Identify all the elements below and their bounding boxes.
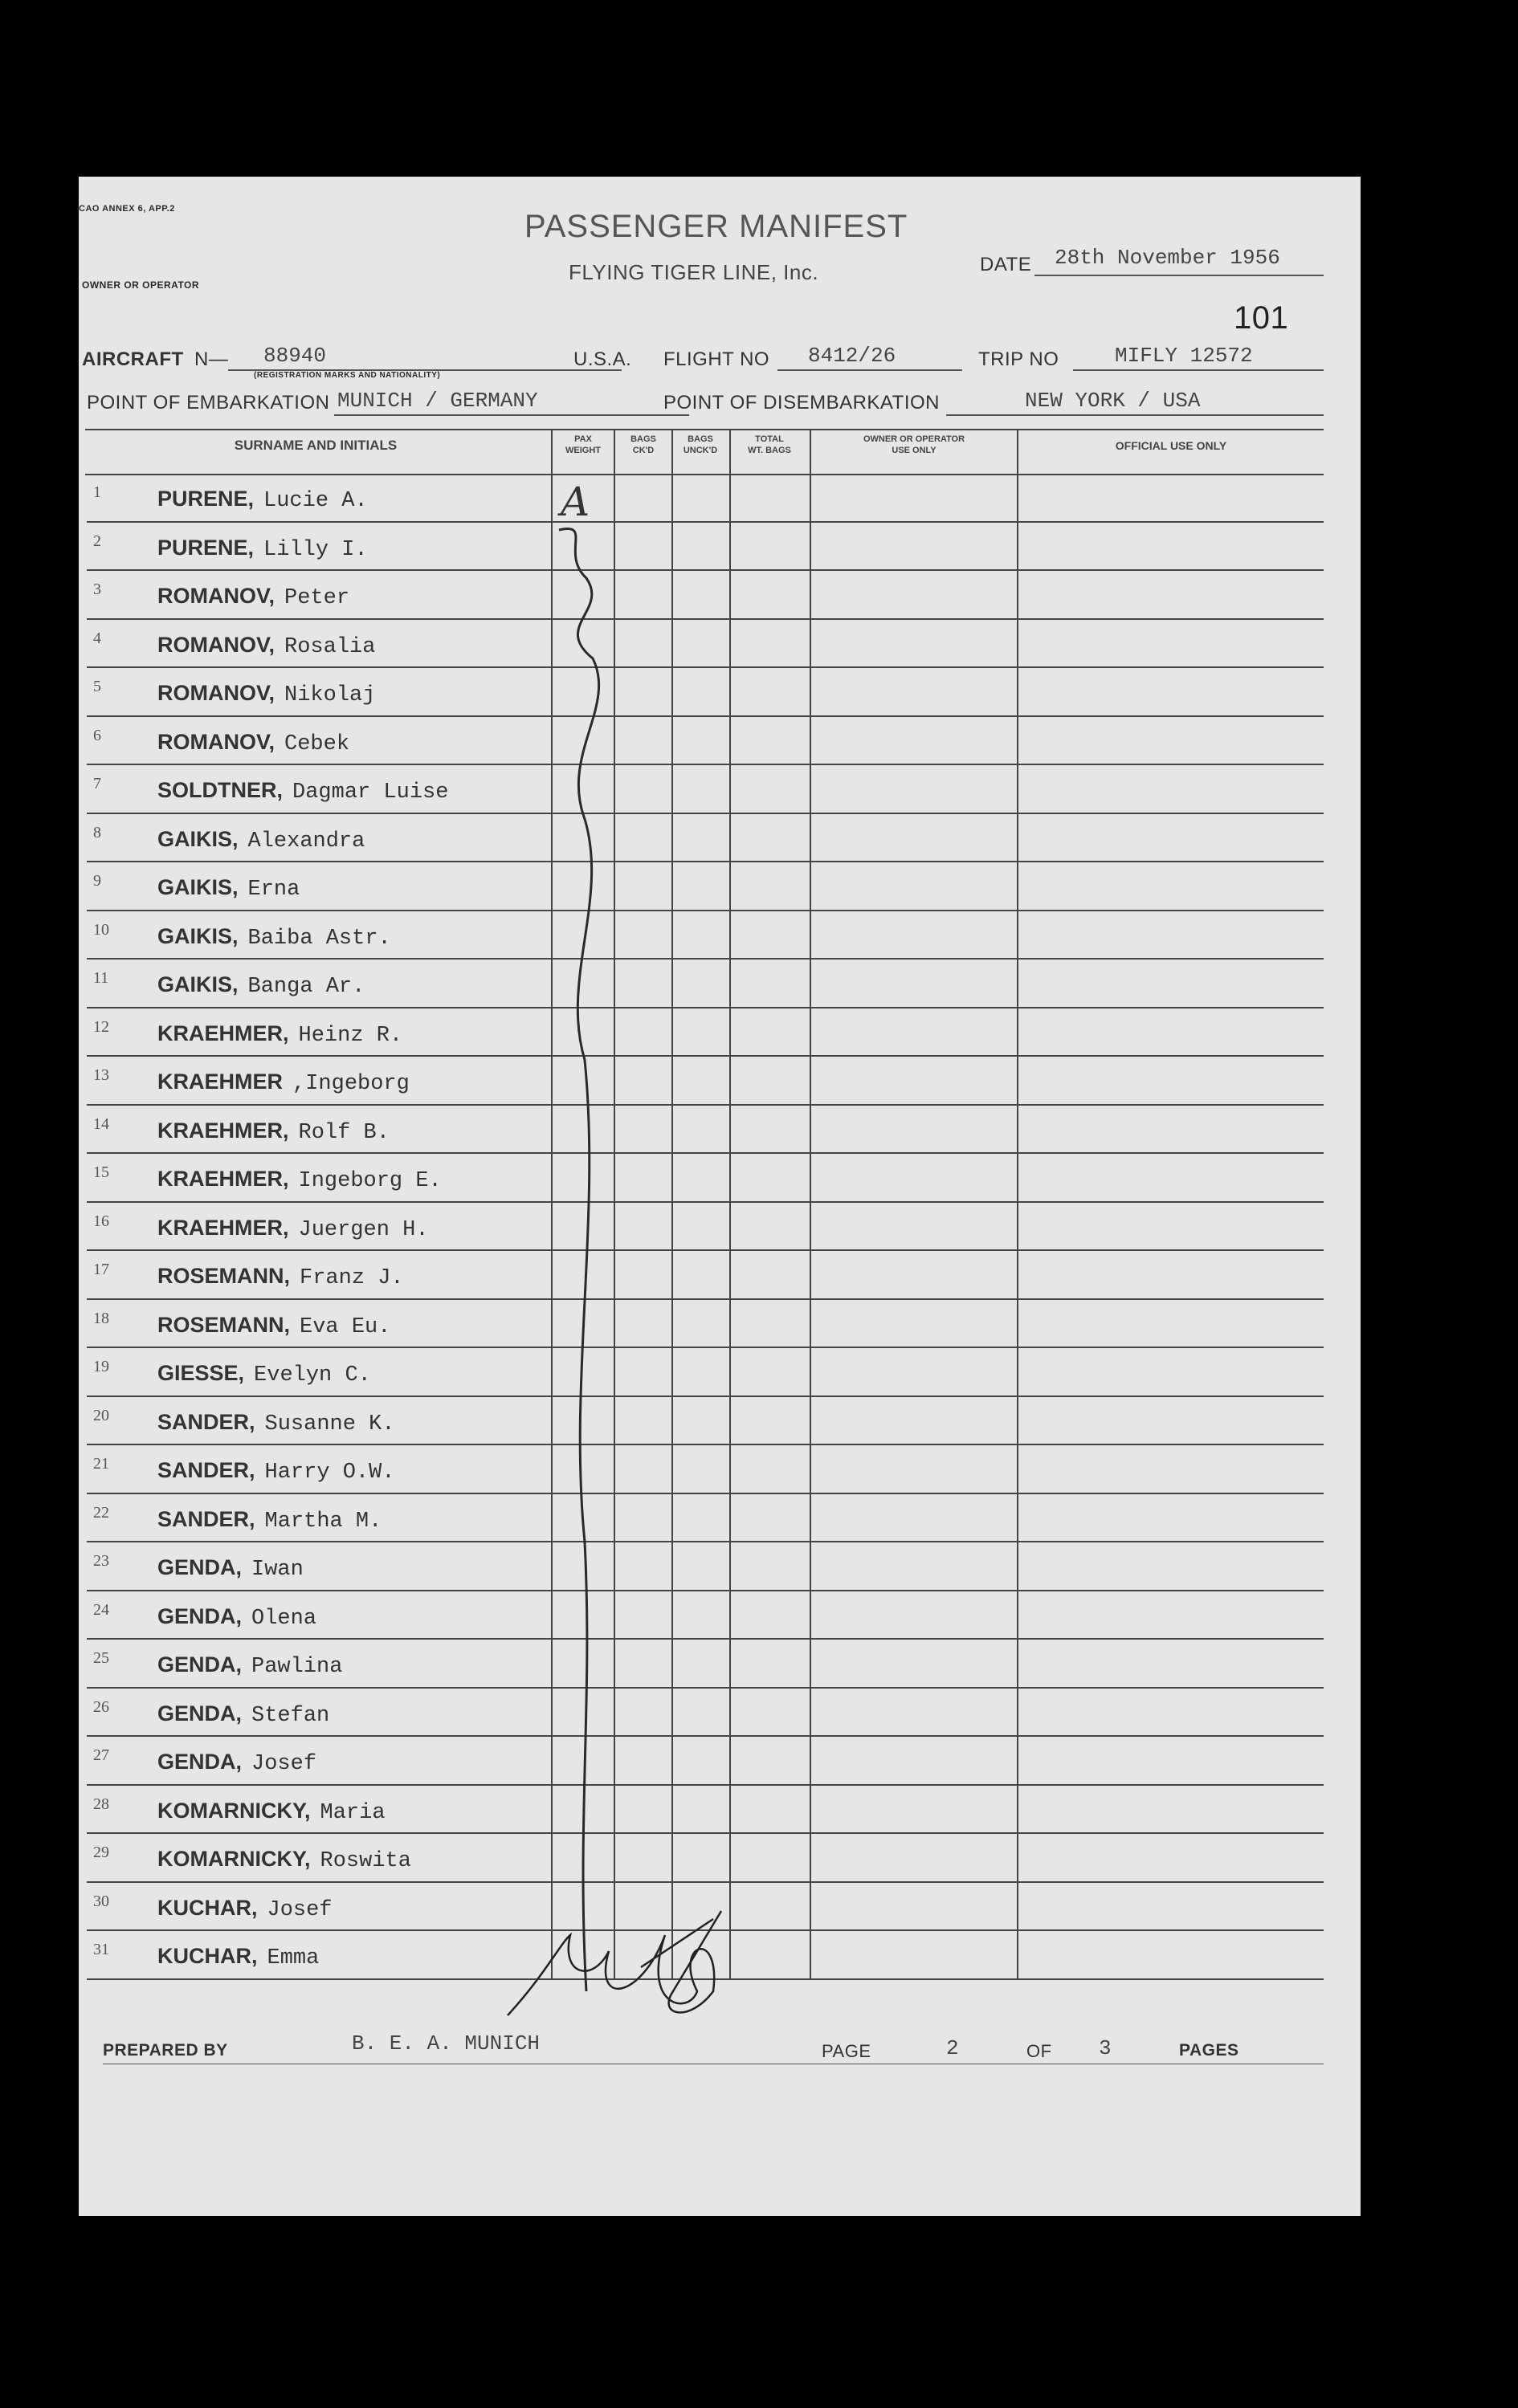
- col-bags-unckd: BAGS UNCK'D: [683, 434, 718, 455]
- row-number: 29: [93, 1844, 109, 1861]
- passenger-surname: GIESSE,: [157, 1361, 245, 1385]
- row-number: 20: [93, 1406, 109, 1424]
- row-number: 13: [93, 1066, 109, 1084]
- passenger-given-name: Ingeborg E.: [298, 1169, 442, 1193]
- row-number: 2: [93, 532, 101, 550]
- passenger-given-name: Josef: [251, 1752, 317, 1776]
- passenger-given-name: Roswita: [320, 1849, 411, 1873]
- passenger-given-name: Rolf B.: [298, 1120, 390, 1145]
- row-number: 24: [93, 1600, 109, 1619]
- row-number: 14: [93, 1114, 109, 1133]
- passenger-given-name: Nikolaj: [284, 683, 376, 707]
- disembarkation-label: POINT OF DISEMBARKATION: [663, 392, 940, 414]
- passenger-surname: SANDER,: [157, 1409, 255, 1434]
- passenger-surname: GAIKIS,: [157, 972, 239, 996]
- passenger-surname: ROSEMANN,: [157, 1264, 291, 1288]
- passenger-surname: ROMANOV,: [157, 681, 275, 705]
- document-number: 101: [1234, 300, 1289, 336]
- row-number: 23: [93, 1552, 109, 1570]
- row-number: 21: [93, 1455, 109, 1473]
- passenger-given-name: Peter: [284, 586, 350, 610]
- passenger-given-name: Dagmar Luise: [292, 780, 449, 805]
- passenger-given-name: Alexandra: [247, 829, 365, 854]
- passenger-given-name: Erna: [247, 878, 300, 902]
- passenger-surname: GENDA,: [157, 1652, 243, 1677]
- total-pages: 3: [1099, 2036, 1112, 2060]
- row-number: 3: [93, 581, 101, 598]
- row-number: 31: [93, 1941, 109, 1958]
- passenger-given-name: Harry O.W.: [264, 1461, 395, 1485]
- manifest-document: [79, 177, 1361, 2216]
- annex-label: CAO ANNEX 6, APP.2: [79, 204, 175, 214]
- passenger-given-name: Eva Eu.: [300, 1314, 391, 1339]
- passenger-surname: GAIKIS,: [157, 923, 239, 948]
- passenger-surname: KRAEHMER: [157, 1070, 284, 1094]
- passenger-given-name: Susanne K.: [264, 1412, 395, 1436]
- passenger-given-name: Iwan: [251, 1558, 304, 1582]
- passenger-given-name: Baiba Astr.: [247, 926, 391, 951]
- pax-handwritten-mark: A: [561, 479, 590, 525]
- pages-label: PAGES: [1179, 2041, 1239, 2060]
- row-number: 9: [93, 872, 101, 890]
- passenger-surname: KRAEHMER,: [157, 1021, 289, 1045]
- passenger-surname: SANDER,: [157, 1458, 255, 1482]
- passenger-given-name: Banga Ar.: [247, 975, 365, 999]
- row-number: 7: [93, 775, 101, 792]
- passenger-surname: ROMANOV,: [157, 729, 275, 754]
- page-label: PAGE: [822, 2041, 871, 2061]
- handwritten-annotations: [79, 177, 1361, 2216]
- aircraft-label: AIRCRAFT: [82, 348, 184, 370]
- passenger-surname: PURENE,: [157, 535, 255, 560]
- passenger-given-name: ,Ingeborg: [292, 1072, 410, 1096]
- ditto-line: [559, 528, 599, 1991]
- passenger-given-name: Stefan: [251, 1703, 330, 1728]
- passenger-given-name: Lucie A.: [263, 489, 368, 513]
- passenger-surname: SOLDTNER,: [157, 778, 284, 802]
- date-label: DATE: [980, 254, 1032, 275]
- passenger-surname: KRAEHMER,: [157, 1167, 289, 1191]
- passenger-surname: KOMARNICKY,: [157, 1798, 311, 1823]
- prepared-by-value: B. E. A. MUNICH: [352, 2031, 541, 2056]
- col-owner-use: OWNER OR OPERATOR USE ONLY: [863, 434, 965, 455]
- row-number: 30: [93, 1892, 109, 1910]
- passenger-surname: KRAEHMER,: [157, 1215, 289, 1240]
- row-number: 6: [93, 726, 101, 744]
- row-number: 25: [93, 1649, 109, 1667]
- row-number: 17: [93, 1261, 109, 1278]
- passenger-surname: ROSEMANN,: [157, 1312, 291, 1337]
- row-number: 15: [93, 1163, 109, 1181]
- row-number: 8: [93, 823, 101, 841]
- row-number: 4: [93, 629, 101, 647]
- passenger-given-name: Rosalia: [284, 634, 376, 659]
- col-total-weight: TOTAL WT. BAGS: [748, 434, 791, 455]
- row-number: 26: [93, 1697, 109, 1716]
- col-pax-weight: PAX WEIGHT: [565, 434, 601, 455]
- flight-number: 8412/26: [808, 344, 896, 368]
- passenger-surname: KUCHAR,: [157, 1944, 258, 1968]
- carrier-name: FLYING TIGER LINE, Inc.: [569, 260, 819, 284]
- row-number: 18: [93, 1309, 109, 1327]
- aircraft-prefix: N—: [194, 348, 229, 370]
- page-number: 2: [946, 2036, 959, 2060]
- usa-label: U.S.A.: [573, 348, 632, 370]
- passenger-given-name: Olena: [251, 1606, 317, 1631]
- row-number: 10: [93, 920, 109, 939]
- signature: [508, 1911, 721, 2015]
- passenger-surname: KRAEHMER,: [157, 1118, 289, 1143]
- aircraft-registration: 88940: [263, 344, 327, 368]
- of-label: OF: [1026, 2041, 1052, 2061]
- passenger-surname: PURENE,: [157, 487, 255, 511]
- passenger-surname: KUCHAR,: [157, 1895, 258, 1920]
- col-surname: SURNAME AND INITIALS: [234, 438, 398, 453]
- page-title: PASSENGER MANIFEST: [524, 209, 908, 244]
- passenger-surname: GENDA,: [157, 1555, 243, 1579]
- owner-operator-label: OWNER OR OPERATOR: [82, 279, 200, 291]
- trip-number: MIFLY 12572: [1115, 344, 1253, 368]
- passenger-given-name: Heinz R.: [298, 1023, 403, 1048]
- passenger-given-name: Pawlina: [251, 1655, 343, 1679]
- passenger-given-name: Evelyn C.: [254, 1363, 371, 1387]
- passenger-surname: GAIKIS,: [157, 826, 239, 851]
- passenger-surname: ROMANOV,: [157, 584, 275, 608]
- passenger-surname: SANDER,: [157, 1506, 255, 1531]
- prepared-by-label: PREPARED BY: [103, 2041, 228, 2060]
- row-number: 19: [93, 1358, 109, 1375]
- passenger-given-name: Juergen H.: [298, 1217, 429, 1242]
- trip-label: TRIP NO: [978, 348, 1059, 370]
- passenger-given-name: Franz J.: [300, 1266, 404, 1290]
- passenger-surname: GENDA,: [157, 1750, 243, 1774]
- col-official-use: OFFICIAL USE ONLY: [1115, 439, 1227, 452]
- embarkation-value: MUNICH / GERMANY: [337, 389, 538, 413]
- passenger-given-name: Josef: [267, 1897, 333, 1922]
- row-number: 28: [93, 1795, 109, 1813]
- date-value: 28th November 1956: [1055, 246, 1280, 270]
- row-number: 11: [93, 969, 109, 987]
- row-number: 5: [93, 678, 101, 695]
- passenger-surname: GAIKIS,: [157, 875, 239, 899]
- passenger-surname: GENDA,: [157, 1603, 243, 1628]
- row-number: 22: [93, 1503, 109, 1522]
- row-number: 16: [93, 1212, 109, 1230]
- embarkation-label: POINT OF EMBARKATION: [87, 392, 330, 414]
- passenger-surname: GENDA,: [157, 1701, 243, 1726]
- registration-note: (REGISTRATION MARKS AND NATIONALITY): [254, 371, 441, 380]
- passenger-given-name: Martha M.: [264, 1509, 382, 1534]
- passenger-given-name: Maria: [320, 1800, 386, 1825]
- disembarkation-value: NEW YORK / USA: [1025, 389, 1201, 413]
- passenger-surname: KOMARNICKY,: [157, 1847, 311, 1871]
- row-number: 1: [93, 483, 101, 501]
- col-bags-ckd: BAGS CK'D: [630, 434, 656, 455]
- row-number: 12: [93, 1017, 109, 1036]
- passenger-given-name: Emma: [267, 1946, 320, 1970]
- passenger-given-name: Lilly I.: [263, 537, 368, 562]
- row-number: 27: [93, 1746, 109, 1764]
- passenger-surname: ROMANOV,: [157, 632, 275, 657]
- passenger-given-name: Cebek: [284, 731, 350, 756]
- flight-label: FLIGHT NO: [663, 348, 770, 370]
